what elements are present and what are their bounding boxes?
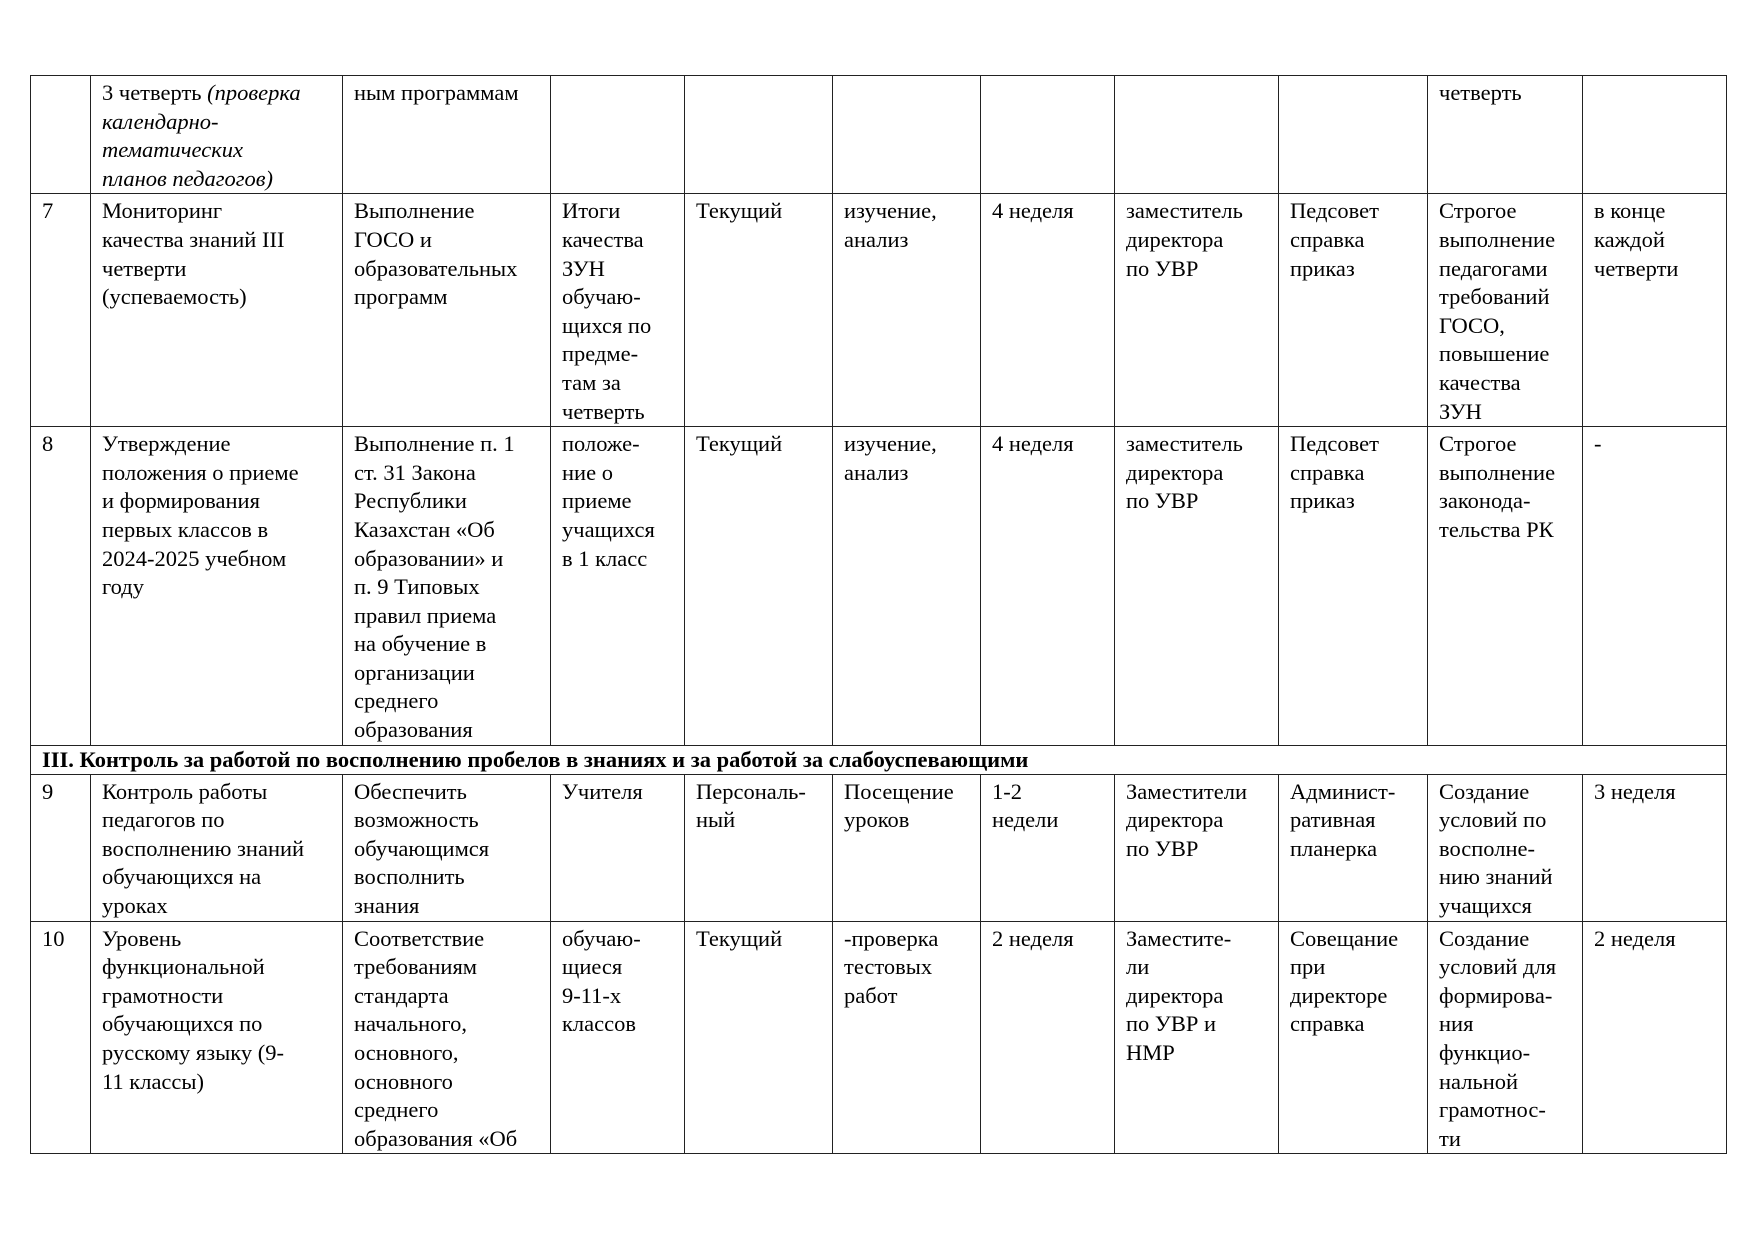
control-object: [551, 76, 685, 194]
control-subject: Мониторинг качества знаний III четверти (успеваемость): [91, 194, 343, 427]
table-row: [31, 76, 1727, 194]
control-object: обучаю- щиеся 9-11-х классов: [551, 921, 685, 1154]
section-heading: III. Контроль за работой по восполнению пробелов в знаниях и за работой за слабоуспевающими: [31, 745, 1727, 774]
control-responsible: Заместители директора по УВР: [1115, 774, 1279, 921]
row-number: [31, 76, 91, 194]
control-object: Учителя: [551, 774, 685, 921]
control-kind: Текущий: [685, 921, 833, 1154]
control-method: изучение, анализ: [833, 427, 981, 746]
control-method: -проверка тестовых работ: [833, 921, 981, 1154]
control-responsible: [1115, 76, 1279, 194]
table-row: [31, 194, 1727, 427]
control-goal: ным программам: [343, 76, 551, 194]
table-row: [31, 921, 1727, 1154]
control-decision: Создание условий по восполне- нию знаний учащихся: [1428, 774, 1583, 921]
control-decision: Создание условий для формирова- ния функцио- нальной грамотнос- ти: [1428, 921, 1583, 1154]
control-object: Итоги качества ЗУН обучаю- щихся по предме- там за четверть: [551, 194, 685, 427]
control-subject: Утверждение положения о приеме и формирования первых классов в 2024-2025 учебном году: [91, 427, 343, 746]
control-decision: Строгое выполнение педагогами требований ГОСО, повышение качества ЗУН: [1428, 194, 1583, 427]
control-period: 1-2 недели: [981, 774, 1115, 921]
row-number: 10: [31, 921, 91, 1154]
control-subject: Контроль работы педагогов по восполнению знаний обучающихся на уроках: [91, 774, 343, 921]
control-goal: Выполнение ГОСО и образовательных программ: [343, 194, 551, 427]
control-recheck: [1583, 76, 1727, 194]
control-kind: Персональ- ный: [685, 774, 833, 921]
table-row: [31, 774, 1727, 921]
control-period: [981, 76, 1115, 194]
control-period: 2 неделя: [981, 921, 1115, 1154]
row-number: 9: [31, 774, 91, 921]
control-method: изучение, анализ: [833, 194, 981, 427]
control-review-place: Педсовет справка приказ: [1279, 427, 1428, 746]
control-review-place: [1279, 76, 1428, 194]
control-method: [833, 76, 981, 194]
control-subject-note: (проверка календарно- тематических планов педагогов): [102, 80, 301, 191]
control-responsible: заместитель директора по УВР: [1115, 427, 1279, 746]
control-subject: [91, 76, 343, 194]
control-subject: Уровень функциональной грамотности обучающихся по русскому языку (9- 11 классы): [91, 921, 343, 1154]
table-row: [31, 427, 1727, 746]
control-recheck: в конце каждой четверти: [1583, 194, 1727, 427]
row-number: 7: [31, 194, 91, 427]
control-method: Посещение уроков: [833, 774, 981, 921]
control-review-place: Админист- ративная планерка: [1279, 774, 1428, 921]
control-goal: Обеспечить возможность обучающимся восполнить знания: [343, 774, 551, 921]
control-recheck: -: [1583, 427, 1727, 746]
control-plan-table: [30, 75, 1727, 1154]
row-number: 8: [31, 427, 91, 746]
control-kind: [685, 76, 833, 194]
control-kind: Текущий: [685, 194, 833, 427]
control-period: 4 неделя: [981, 194, 1115, 427]
control-responsible: заместитель директора по УВР: [1115, 194, 1279, 427]
control-responsible: Заместите- ли директора по УВР и НМР: [1115, 921, 1279, 1154]
control-goal: Выполнение п. 1 ст. 31 Закона Республики Казахстан «Об образовании» и п. 9 Типовых правил приема на обучение в организации среднего образования: [343, 427, 551, 746]
control-decision: Строгое выполнение законода- тельства РК: [1428, 427, 1583, 746]
control-subject-text: 3 четверть: [102, 80, 208, 105]
control-review-place: Педсовет справка приказ: [1279, 194, 1428, 427]
control-review-place: Совещание при директоре справка: [1279, 921, 1428, 1154]
control-recheck: 2 неделя: [1583, 921, 1727, 1154]
control-object: положе- ние о приеме учащихся в 1 класс: [551, 427, 685, 746]
control-kind: Текущий: [685, 427, 833, 746]
control-decision: четверть: [1428, 76, 1583, 194]
section-row: [31, 745, 1727, 774]
control-recheck: 3 неделя: [1583, 774, 1727, 921]
control-period: 4 неделя: [981, 427, 1115, 746]
control-goal: Соответствие требованиям стандарта начального, основного, основного среднего образования «Об: [343, 921, 551, 1154]
